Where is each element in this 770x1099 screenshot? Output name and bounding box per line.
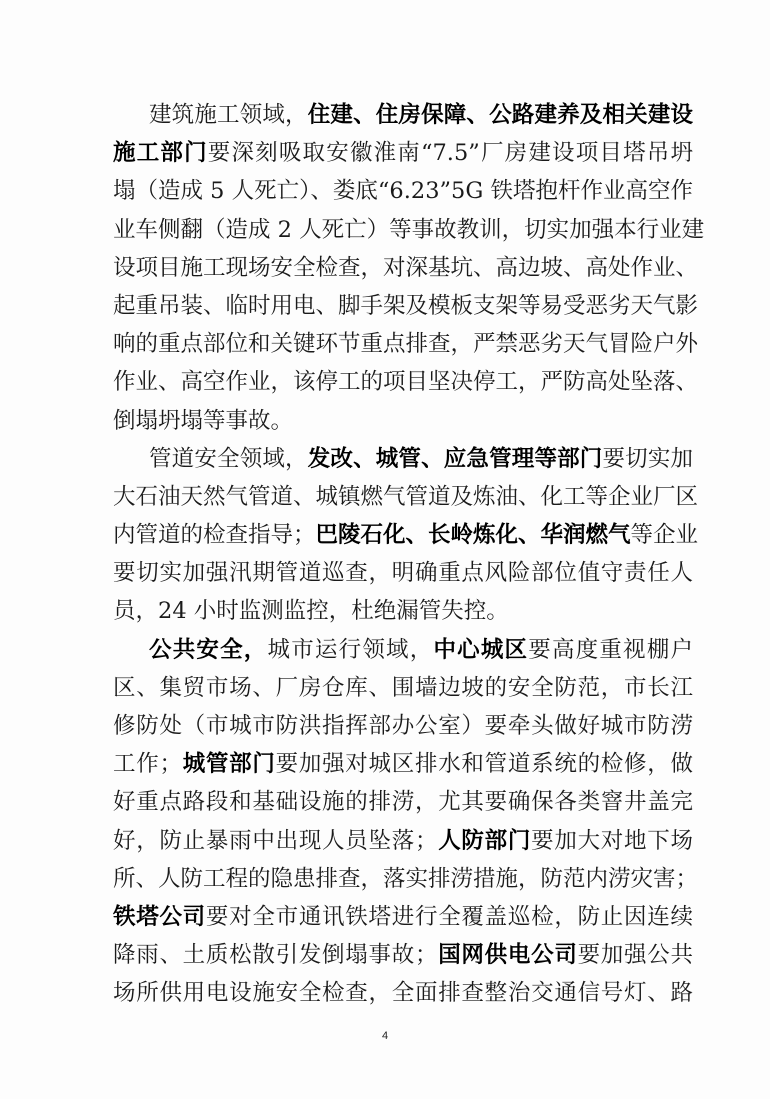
text-segment: 城市运行领域， [267,636,434,663]
text-segment: 管道安全领域， [149,445,308,472]
text-line [113,822,693,860]
bold-text: 住建、住房保障、公路建养及相关建设 [307,102,693,128]
public-safety-paragraph [113,631,699,1013]
text-segment: 区、集贸市场、厂房仓库、围墙边坡的安全防范，市长江 [113,674,693,701]
text-segment: 场所供用电设施安全检查，全面排查整治交通信号灯、路 [113,980,693,1007]
text-line [113,211,705,249]
text-segment: 要加强公共 [577,942,693,969]
text-line [113,669,693,707]
text-segment: 倒塌坍塌等事故。 [113,407,294,434]
bold-text: 国网供电公司 [437,942,578,969]
text-segment: 所、人防工程的隐患排查，落实排涝措施，防范内涝灾害； [113,865,699,892]
text-line [113,402,693,440]
text-segment: 塌（造成 5 人死亡）、娄底“6.23”5G 铁塔抱杆作业高空作 [113,178,693,205]
bold-text: 巴陵石化、长岭炼化、华润燃气 [315,522,631,549]
text-line [113,745,693,783]
text-segment: 要切实加 [602,445,693,472]
text-segment: 大石油天然气管道、城镇燃气管道及炼油、化工等企业厂区 [113,483,699,510]
text-line [113,134,693,172]
text-line [113,363,699,401]
body-text [113,96,705,1013]
text-segment: 要深刻吸取安徽淮南“7.5”厂房建设项目塔吊坍 [207,140,693,167]
pipeline-paragraph [113,440,699,631]
bold-text: 中心城区 [433,636,529,663]
text-segment: 要高度重视棚户 [528,636,693,663]
bold-text: 施工部门 [113,140,208,167]
bold-text: 公共安全， [149,636,268,663]
page-number: 4 [381,1030,389,1042]
text-line [113,592,693,630]
text-segment: 起重吊装、临时用电、脚手架及模板支架等易受恶劣天气影 [113,292,699,319]
text-line [113,783,693,821]
text-segment: 作业、高空作业，该停工的项目坚决停工，严防高处坠落、 [113,369,699,396]
text-segment: 设项目施工现场安全检查，对深基坑、高边坡、高处作业、 [113,254,699,281]
text-line [113,936,693,974]
bold-text: 铁塔公司 [113,903,206,930]
text-line [113,478,699,516]
text-line [113,325,699,363]
bold-text: 人防部门 [437,827,532,854]
text-line [113,440,693,478]
text-segment: 修防处（市城市防洪指挥部办公室）要牵头做好城市防涝 [113,713,693,739]
text-segment: 要对全市通讯铁塔进行全覆盖巡检，防止因连续 [205,903,693,930]
text-line [113,898,693,936]
text-segment: 内管道的检查指导； [113,522,316,549]
text-segment: 要加强对城区排水和管道系统的检修，做 [275,751,693,778]
text-line [113,287,699,325]
text-segment: 建筑施工领域， [149,102,308,128]
text-segment: 好，防止暴雨中出现人员坠落； [113,827,438,854]
text-segment: 工作； [113,751,182,778]
text-segment: 要加大对地下场 [531,827,693,854]
text-line [113,554,693,592]
text-segment: 要切实加强汛期管道巡查，明确重点风险部位值守责任人 [113,560,693,587]
text-line [113,516,699,554]
text-line [113,172,693,210]
bold-text: 城管部门 [181,751,276,778]
text-line [113,860,699,898]
text-line [113,249,699,287]
text-segment: 等企业 [630,522,699,549]
text-segment: 业车侧翻（造成 2 人死亡）等事故教训，切实加强本行业建 [113,216,705,243]
text-line [113,707,693,745]
text-line [113,631,693,669]
text-line [113,974,693,1012]
text-segment: 员，24 小时监测监控，杜绝漏管失控。 [113,598,509,625]
text-segment: 降雨、土质松散引发倒塌事故； [113,942,438,969]
text-segment: 好重点路段和基础设施的排涝，尤其要确保各类窨井盖完 [113,789,693,816]
text-segment: 响的重点部位和关键环节重点排查，严禁恶劣天气冒险户外 [113,331,699,358]
text-line [113,96,693,134]
construction-paragraph [113,96,705,440]
bold-text: 发改、城管、应急管理等部门 [307,445,603,472]
